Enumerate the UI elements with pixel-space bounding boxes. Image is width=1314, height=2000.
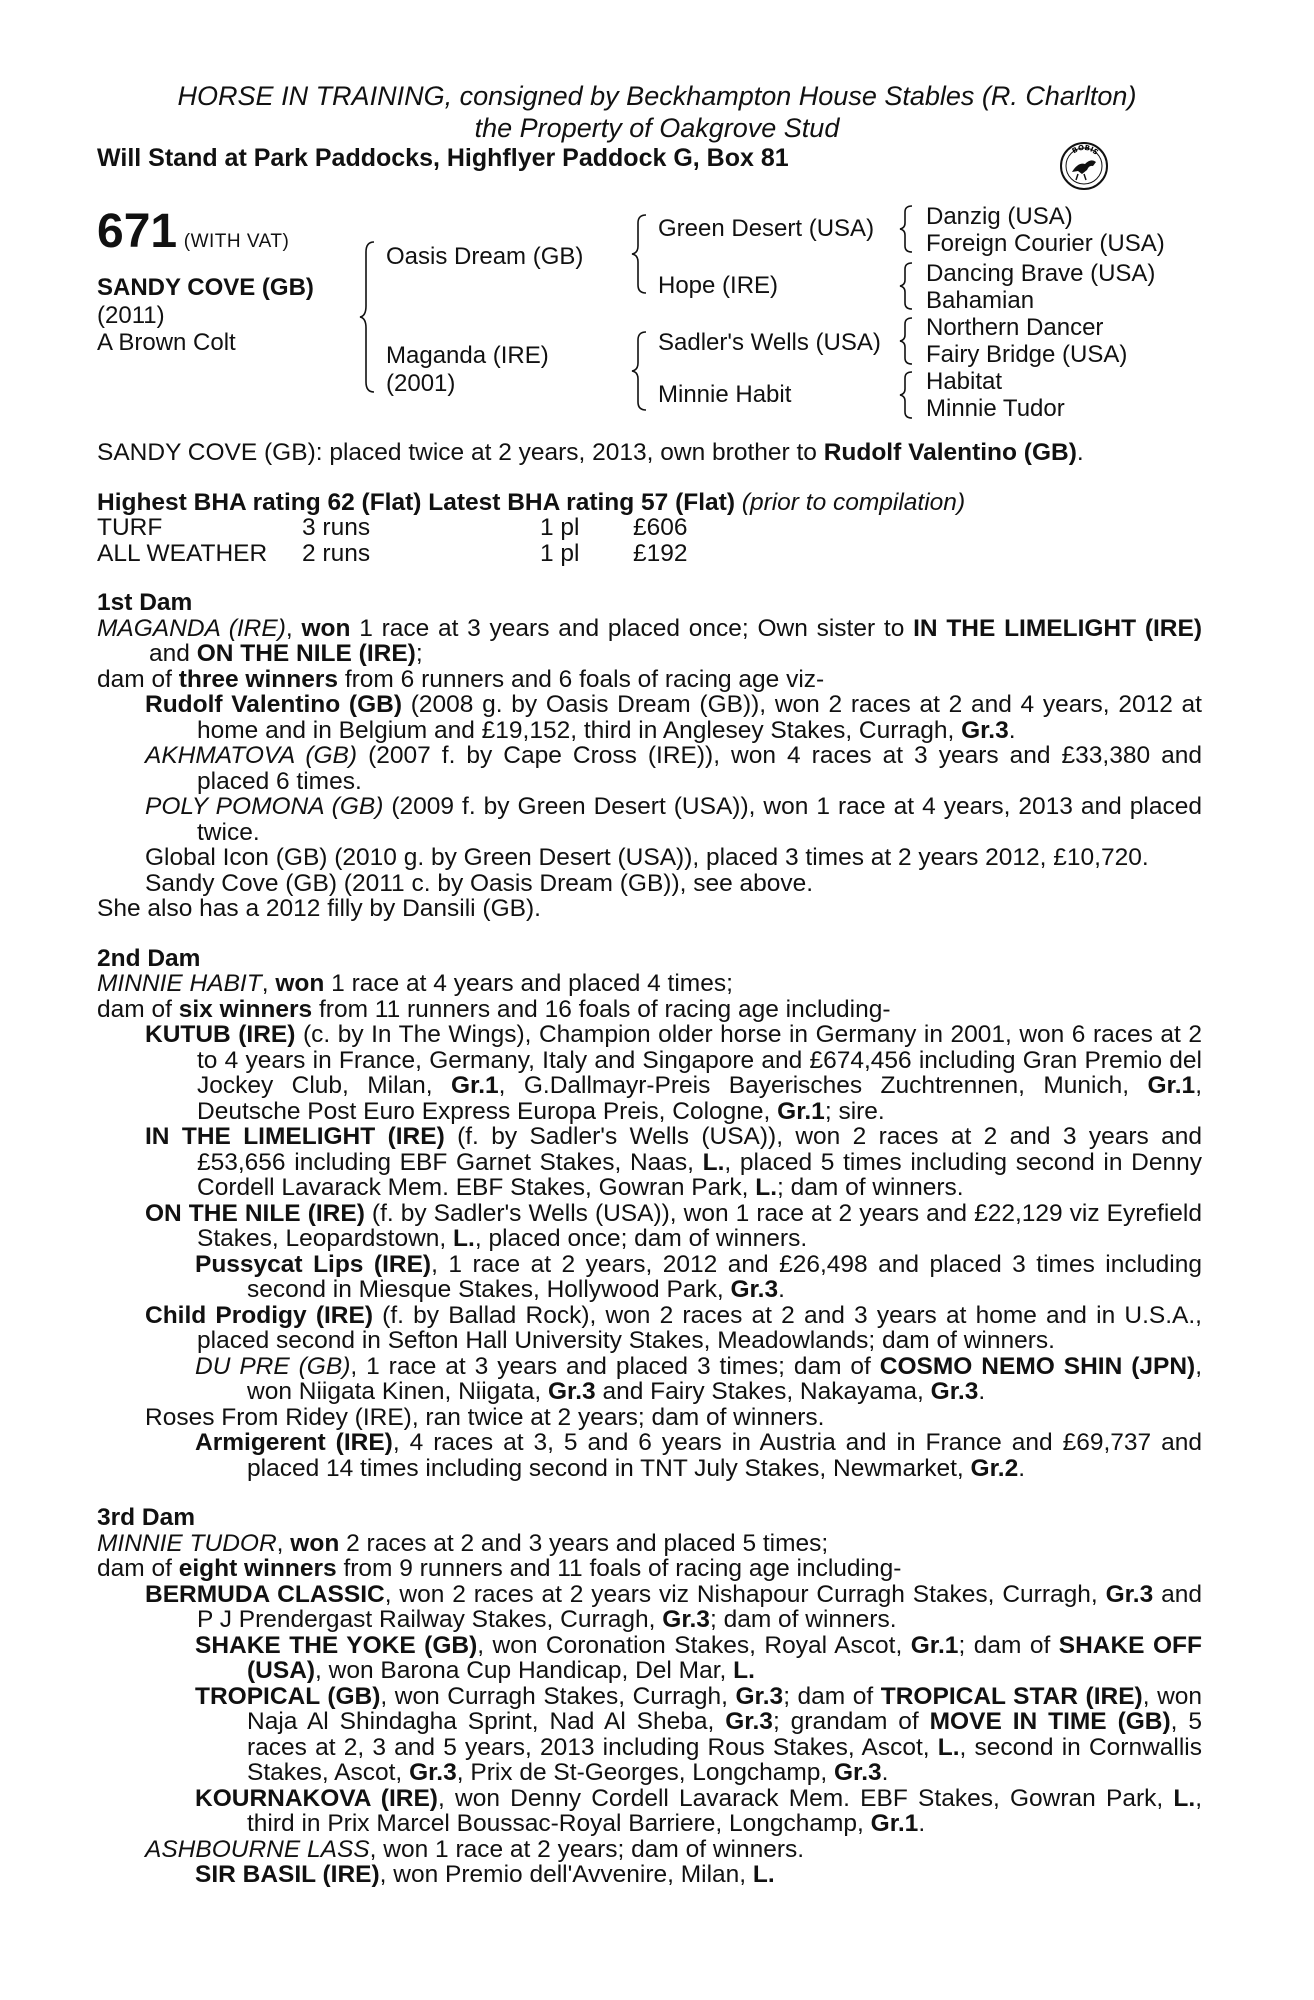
dam-dam-name: Minnie Habit bbox=[658, 381, 792, 408]
produce-entry: Armigerent (IRE), 4 races at 3, 5 and 6 years in Austria and in France and £69,737 and placed 14 times including second in TNT July Stakes, Newmarket, Gr.2. bbox=[195, 1429, 1202, 1482]
produce-entry: KUTUB (IRE) (c. by In The Wings), Champion older horse in Germany in 2001, won 6 races at 2 to 4 years in France, Germany, Italy and Singapore and £674,456 including Gran Premio del Jockey Club, Milan, Gr.1, G.Dallmayr-Preis Bayerisches Zuchtrennen, Munich, Gr.1, Deutsche Post Euro Express Europa Preis, Cologne, Gr.1; sire. bbox=[145, 1021, 1202, 1125]
first-dam-record: MAGANDA (IRE), won 1 race at 3 years and placed once; Own sister to IN THE LIMELIGHT (IRE) and ON THE NILE (IRE); bbox=[97, 614, 1202, 667]
lot-number: 671 bbox=[97, 205, 178, 258]
horse-description: A Brown Colt bbox=[97, 329, 236, 356]
produce-entry: AKHMATOVA (GB) (2007 f. by Cape Cross (IRE)), won 4 races at 3 years and £33,380 and placed 6 times. bbox=[145, 742, 1202, 795]
horse-name: SANDY COVE (GB) bbox=[97, 274, 314, 301]
table-row: ALL WEATHER 2 runs 1 pl £192 bbox=[97, 539, 688, 567]
produce-entry: ON THE NILE (IRE) (f. by Sadler's Wells (USA)), won 1 race at 2 years and £22,129 viz Eyrefield Stakes, Leopardstown, L., placed once; dam of winners. bbox=[145, 1199, 1202, 1252]
ggp-name: Northern Dancer bbox=[926, 314, 1104, 341]
produce-entry: SIR BASIL (IRE), won Premio dell'Avvenire, Milan, L. bbox=[195, 1861, 775, 1888]
produce-entry: Global Icon (GB) (2010 g. by Green Desert (USA)), placed 3 times at 2 years 2012, £10,720. bbox=[145, 844, 1149, 871]
ggp-name: Danzig (USA) bbox=[926, 203, 1073, 230]
second-dam-heading: 2nd Dam bbox=[97, 944, 201, 972]
produce-entry: POLY POMONA (GB) (2009 f. by Green Desert (USA)), won 1 race at 4 years, 2013 and placed twice. bbox=[145, 793, 1202, 846]
second-dam-produce: dam of six winners from 11 runners and 16 foals of racing age including- bbox=[97, 995, 891, 1023]
catalogue-body bbox=[97, 440, 1202, 1888]
produce-note: She also has a 2012 filly by Dansili (GB). bbox=[97, 895, 541, 922]
ggp-name: Minnie Tudor bbox=[926, 395, 1065, 422]
produce-entry: Sandy Cove (GB) (2011 c. by Oasis Dream (GB)), see above. bbox=[145, 869, 814, 897]
runs-table bbox=[97, 515, 688, 566]
pedigree-brace bbox=[898, 316, 916, 366]
consignor-line: HORSE IN TRAINING, consigned by Beckhampton House Stables (R. Charlton) bbox=[177, 81, 1137, 111]
produce-entry: IN THE LIMELIGHT (IRE) (f. by Sadler's Wells (USA)), won 2 races at 2 and 3 years and £53,656 including EBF Garnet Stakes, Naas, L., placed 5 times including second in Denny Cordell Lavarack Mem. EBF Stakes, Gowran Park, L.; dam of winners. bbox=[145, 1123, 1203, 1201]
produce-entry: SHAKE THE YOKE (GB), won Coronation Stakes, Royal Ascot, Gr.1; dam of SHAKE OFF (USA), won Barona Cup Handicap, Del Mar, L. bbox=[195, 1631, 1202, 1684]
dam-name: Maganda (IRE) bbox=[386, 342, 549, 369]
produce-entry: DU PRE (GB), 1 race at 3 years and placed 3 times; dam of COSMO NEMO SHIN (JPN), won Niigata Kinen, Niigata, Gr.3 and Fairy Stakes, Nakayama, Gr.3. bbox=[195, 1352, 1202, 1405]
table-row: TURF 3 runs 1 pl £606 bbox=[97, 514, 688, 541]
produce-entry: Child Prodigy (IRE) (f. by Ballad Rock), won 2 races at 2 and 3 years at home and in U.S.A., placed second in Sefton Hall University Stakes, Meadowlands; dam of winners. bbox=[145, 1301, 1202, 1354]
foal-year: (2011) bbox=[97, 302, 165, 329]
produce-entry: TROPICAL (GB), won Curragh Stakes, Curragh, Gr.3; dam of TROPICAL STAR (IRE), won Naja Al Shindagha Sprint, Nad Al Sheba, Gr.3; grandam of MOVE IN TIME (GB), 5 races at 2, 3 and 5 years, 2013 including Rous Stakes, Ascot, L., second in Cornwallis Stakes, Ascot, Gr.3, Prix de St-Georges, Longchamp, Gr.3. bbox=[195, 1682, 1203, 1786]
pedigree-brace bbox=[358, 240, 378, 395]
lot-heading bbox=[97, 206, 289, 258]
first-dam-heading: 1st Dam bbox=[97, 589, 193, 616]
rating-line: Highest BHA rating 62 (Flat) Latest BHA rating 57 (Flat) (prior to compilation) bbox=[97, 488, 966, 516]
ggp-name: Foreign Courier (USA) bbox=[926, 230, 1165, 257]
produce-entry: Rudolf Valentino (GB) (2008 g. by Oasis Dream (GB)), won 2 races at 2 and 4 years, 2012 at home and in Belgium and £19,152, third in Anglesey Stakes, Curragh, Gr.3. bbox=[145, 691, 1202, 744]
dam-year: (2001) bbox=[386, 370, 456, 397]
pedigree-brace bbox=[630, 330, 650, 412]
pedigree-brace bbox=[630, 213, 650, 295]
summary-line: SANDY COVE (GB): placed twice at 2 years, 2013, own brother to Rudolf Valentino (GB). bbox=[97, 439, 1084, 466]
pedigree-brace bbox=[898, 370, 916, 420]
produce-entry: Pussycat Lips (IRE), 1 race at 2 years, 2012 and £26,498 and placed 3 times including second in Miesque Stakes, Hollywood Park, Gr.3. bbox=[195, 1250, 1202, 1303]
produce-entry: BERMUDA CLASSIC, won 2 races at 2 years viz Nishapour Curragh Stakes, Curragh, Gr.3 and P J Prendergast Railway Stakes, Curragh, Gr.3; dam of winners. bbox=[145, 1580, 1202, 1633]
vat-label: (WITH VAT) bbox=[183, 231, 290, 252]
bobis-logo-icon bbox=[1058, 140, 1110, 192]
third-dam-record: MINNIE TUDOR, won 2 races at 2 and 3 years and placed 5 times; bbox=[97, 1529, 829, 1557]
location-line: Will Stand at Park Paddocks, Highflyer Paddock G, Box 81 bbox=[97, 144, 789, 172]
sire-name: Oasis Dream (GB) bbox=[386, 243, 584, 270]
ggp-name: Dancing Brave (USA) bbox=[926, 260, 1156, 287]
first-dam-produce: dam of three winners from 6 runners and 6 foals of racing age viz- bbox=[97, 665, 825, 693]
produce-entry: Roses From Ridey (IRE), ran twice at 2 years; dam of winners. bbox=[145, 1403, 825, 1431]
svg-text:BOBIS: BOBIS bbox=[1070, 143, 1100, 157]
pedigree-brace bbox=[898, 261, 916, 311]
third-dam-produce: dam of eight winners from 9 runners and 11 foals of racing age including- bbox=[97, 1555, 902, 1582]
second-dam-record: MINNIE HABIT, won 1 race at 4 years and placed 4 times; bbox=[97, 970, 733, 997]
ggp-name: Fairy Bridge (USA) bbox=[926, 341, 1128, 368]
sire-dam-name: Hope (IRE) bbox=[658, 272, 779, 299]
property-line: the Property of Oakgrove Stud bbox=[474, 113, 840, 143]
produce-entry: KOURNAKOVA (IRE), won Denny Cordell Lavarack Mem. EBF Stakes, Gowran Park, L., third in Prix Marcel Boussac-Royal Barriere, Longchamp, Gr.1. bbox=[195, 1784, 1202, 1837]
dam-sire-name: Sadler's Wells (USA) bbox=[658, 329, 881, 356]
third-dam-heading: 3rd Dam bbox=[97, 1504, 196, 1531]
sire-sire-name: Green Desert (USA) bbox=[658, 215, 875, 242]
produce-entry: ASHBOURNE LASS, won 1 race at 2 years; dam of winners. bbox=[145, 1835, 805, 1863]
ggp-name: Bahamian bbox=[926, 287, 1035, 314]
ggp-name: Habitat bbox=[926, 368, 1003, 395]
pedigree-brace bbox=[898, 204, 916, 254]
